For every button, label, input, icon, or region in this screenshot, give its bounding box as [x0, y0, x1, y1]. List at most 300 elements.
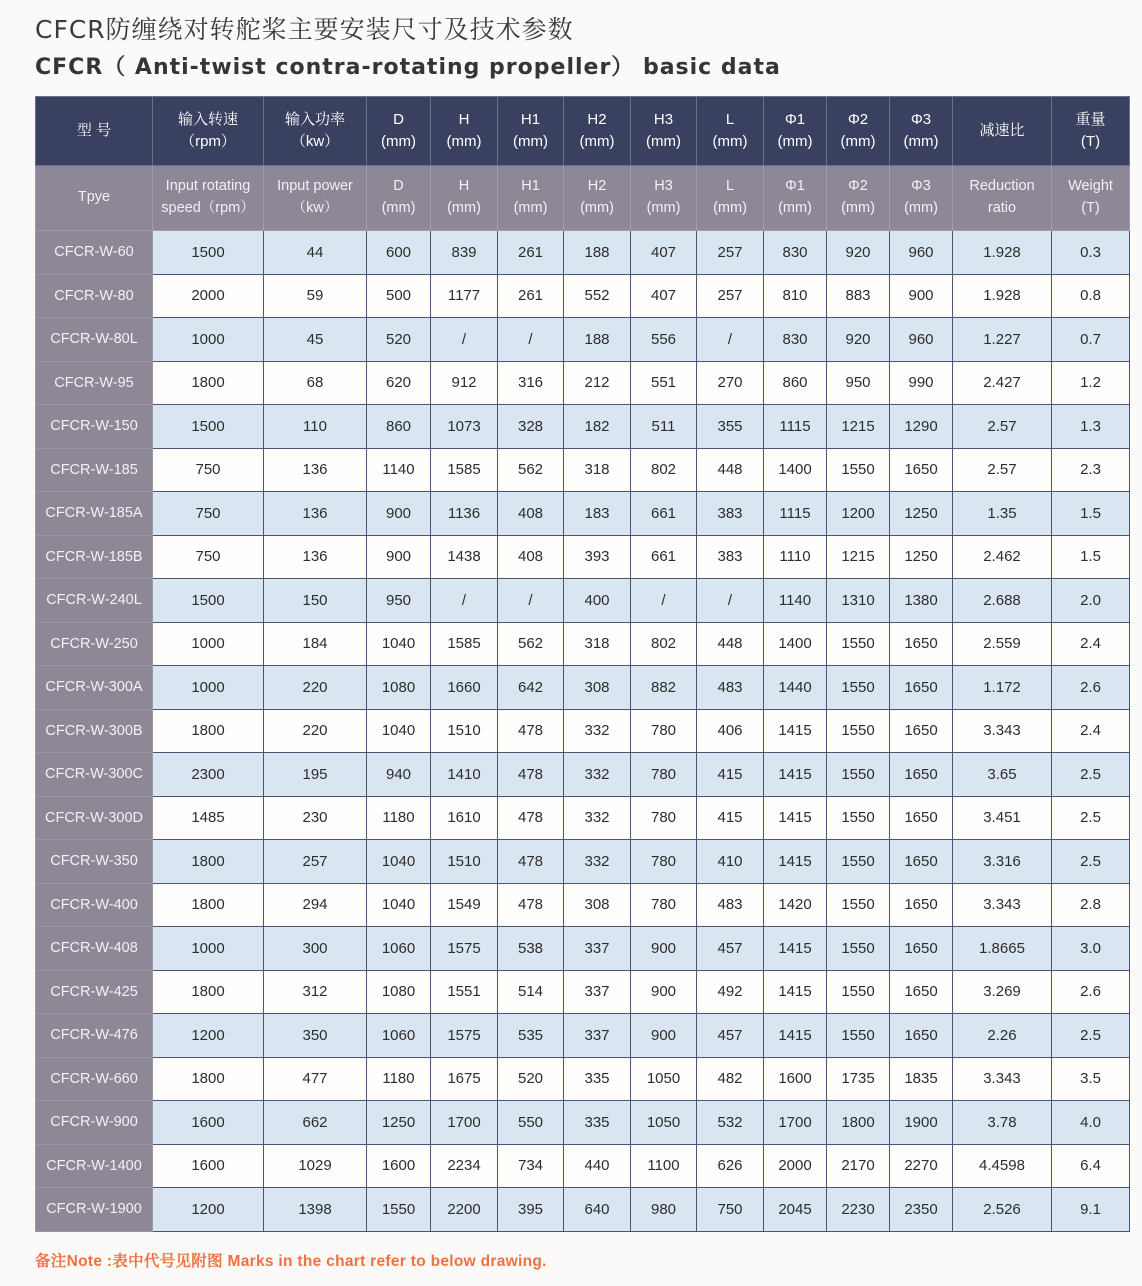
col-header-zh-phi1: Φ1 (mm) [764, 97, 827, 166]
data-cell: 552 [564, 274, 631, 318]
data-cell: 1000 [153, 318, 264, 362]
data-cell: 860 [367, 405, 431, 449]
data-cell: 110 [264, 405, 367, 449]
col-header-zh-phi2: Φ2 (mm) [827, 97, 890, 166]
data-cell: 294 [264, 883, 367, 927]
data-cell: 3.78 [953, 1101, 1052, 1145]
table-row [36, 405, 1130, 449]
data-cell: 1400 [764, 622, 827, 666]
data-cell: 1510 [431, 840, 498, 884]
data-cell: 2.5 [1052, 1014, 1130, 1058]
table-row [36, 535, 1130, 579]
data-cell: 532 [697, 1101, 764, 1145]
data-cell: 1000 [153, 927, 264, 971]
data-cell: 2350 [890, 1188, 953, 1232]
data-cell: 562 [498, 622, 564, 666]
data-cell: 2300 [153, 753, 264, 797]
data-cell: 45 [264, 318, 367, 362]
table-row [36, 1144, 1130, 1188]
data-cell: 1115 [764, 405, 827, 449]
data-cell: 1900 [890, 1101, 953, 1145]
data-cell: 1.8665 [953, 927, 1052, 971]
data-cell: 900 [631, 927, 697, 971]
data-cell: 406 [697, 709, 764, 753]
data-cell: 1050 [631, 1101, 697, 1145]
data-cell: 535 [498, 1014, 564, 1058]
data-cell: / [631, 579, 697, 623]
data-cell: 1.35 [953, 492, 1052, 536]
data-cell: 1415 [764, 1014, 827, 1058]
data-cell: 136 [264, 535, 367, 579]
data-cell: 478 [498, 709, 564, 753]
col-header-en-phi3: Φ3 (mm) [890, 166, 953, 231]
data-cell: 1200 [827, 492, 890, 536]
model-cell: CFCR-W-80L [36, 318, 153, 362]
data-cell: 312 [264, 970, 367, 1014]
data-cell: 1650 [890, 1014, 953, 1058]
data-cell: 780 [631, 840, 697, 884]
data-cell: 478 [498, 796, 564, 840]
data-cell: 1650 [890, 883, 953, 927]
data-cell: 1500 [153, 579, 264, 623]
data-cell: 1398 [264, 1188, 367, 1232]
data-cell: 483 [697, 883, 764, 927]
col-header-zh-L: L (mm) [697, 97, 764, 166]
data-cell: 960 [890, 231, 953, 275]
model-cell: CFCR-W-660 [36, 1057, 153, 1101]
data-cell: 839 [431, 231, 498, 275]
col-header-zh-H1: H1 (mm) [498, 97, 564, 166]
data-cell: 1550 [827, 622, 890, 666]
data-cell: 1415 [764, 970, 827, 1014]
data-cell: 1073 [431, 405, 498, 449]
data-cell: 1200 [153, 1014, 264, 1058]
data-cell: 3.316 [953, 840, 1052, 884]
data-cell: 750 [153, 448, 264, 492]
data-cell: 230 [264, 796, 367, 840]
model-cell: CFCR-W-400 [36, 883, 153, 927]
data-cell: 4.0 [1052, 1101, 1130, 1145]
data-cell: 1.172 [953, 666, 1052, 710]
model-cell: CFCR-W-240L [36, 579, 153, 623]
data-cell: 2.6 [1052, 970, 1130, 1014]
data-cell: 1700 [764, 1101, 827, 1145]
col-header-en-H: H (mm) [431, 166, 498, 231]
table-row [36, 666, 1130, 710]
data-cell: 2.26 [953, 1014, 1052, 1058]
data-cell: 1415 [764, 709, 827, 753]
data-cell: 1800 [153, 709, 264, 753]
data-cell: 1.3 [1052, 405, 1130, 449]
data-cell: 478 [498, 840, 564, 884]
data-cell: 1585 [431, 448, 498, 492]
data-cell: 1551 [431, 970, 498, 1014]
data-cell: 3.269 [953, 970, 1052, 1014]
data-cell: 1440 [764, 666, 827, 710]
model-cell: CFCR-W-60 [36, 231, 153, 275]
col-header-en-weight: Weight (T) [1052, 166, 1130, 231]
data-cell: / [498, 579, 564, 623]
data-cell: 780 [631, 753, 697, 797]
data-cell: 1800 [827, 1101, 890, 1145]
data-cell: 407 [631, 231, 697, 275]
data-cell: 457 [697, 1014, 764, 1058]
model-cell: CFCR-W-1900 [36, 1188, 153, 1232]
data-cell: 1250 [367, 1101, 431, 1145]
data-cell: 920 [827, 231, 890, 275]
data-cell: 257 [697, 231, 764, 275]
model-cell: CFCR-W-95 [36, 361, 153, 405]
data-cell: 750 [153, 535, 264, 579]
data-cell: 1040 [367, 709, 431, 753]
data-cell: 1380 [890, 579, 953, 623]
data-cell: 900 [367, 492, 431, 536]
data-cell: 1550 [827, 666, 890, 710]
col-header-en-input_power: Input power （kw） [264, 166, 367, 231]
data-cell: 478 [498, 883, 564, 927]
data-cell: 1675 [431, 1057, 498, 1101]
data-cell: 940 [367, 753, 431, 797]
table-row [36, 970, 1130, 1014]
data-cell: 1.928 [953, 274, 1052, 318]
data-cell: 3.451 [953, 796, 1052, 840]
model-cell: CFCR-W-1400 [36, 1144, 153, 1188]
col-header-en-H2: H2 (mm) [564, 166, 631, 231]
data-cell: 1650 [890, 840, 953, 884]
data-cell: 2.688 [953, 579, 1052, 623]
data-cell: 1650 [890, 970, 953, 1014]
col-header-en-H3: H3 (mm) [631, 166, 697, 231]
data-cell: 882 [631, 666, 697, 710]
data-cell: 1549 [431, 883, 498, 927]
data-cell: 6.4 [1052, 1144, 1130, 1188]
col-header-zh-type: 型 号 [36, 97, 153, 166]
data-cell: 1215 [827, 535, 890, 579]
data-cell: 1485 [153, 796, 264, 840]
table-row [36, 709, 1130, 753]
spec-table [35, 96, 1130, 1232]
data-cell: 410 [697, 840, 764, 884]
data-cell: 477 [264, 1057, 367, 1101]
data-cell: 1650 [890, 709, 953, 753]
data-cell: 3.343 [953, 1057, 1052, 1101]
data-cell: 1050 [631, 1057, 697, 1101]
data-cell: 860 [764, 361, 827, 405]
data-cell: 68 [264, 361, 367, 405]
data-cell: 150 [264, 579, 367, 623]
col-header-en-reduction_ratio: Reduction ratio [953, 166, 1052, 231]
data-cell: 2.0 [1052, 579, 1130, 623]
col-header-zh-H3: H3 (mm) [631, 97, 697, 166]
data-cell: 257 [697, 274, 764, 318]
col-header-en-phi1: Φ1 (mm) [764, 166, 827, 231]
data-cell: 1110 [764, 535, 827, 579]
data-cell: 188 [564, 318, 631, 362]
table-row [36, 274, 1130, 318]
data-cell: 1080 [367, 666, 431, 710]
data-cell: 626 [697, 1144, 764, 1188]
data-cell: 600 [367, 231, 431, 275]
data-cell: 2.4 [1052, 622, 1130, 666]
model-cell: CFCR-W-150 [36, 405, 153, 449]
data-cell: 1040 [367, 840, 431, 884]
data-cell: 662 [264, 1101, 367, 1145]
model-cell: CFCR-W-185B [36, 535, 153, 579]
data-cell: 4.4598 [953, 1144, 1052, 1188]
col-header-zh-phi3: Φ3 (mm) [890, 97, 953, 166]
data-cell: 1800 [153, 883, 264, 927]
data-cell: 780 [631, 883, 697, 927]
model-cell: CFCR-W-476 [36, 1014, 153, 1058]
data-cell: / [697, 579, 764, 623]
data-cell: 1600 [153, 1101, 264, 1145]
data-cell: 2.559 [953, 622, 1052, 666]
model-cell: CFCR-W-900 [36, 1101, 153, 1145]
data-cell: 1575 [431, 927, 498, 971]
table-row [36, 448, 1130, 492]
data-cell: 2000 [764, 1144, 827, 1188]
data-cell: 1700 [431, 1101, 498, 1145]
data-cell: 2.4 [1052, 709, 1130, 753]
table-row [36, 840, 1130, 884]
data-cell: 0.3 [1052, 231, 1130, 275]
data-cell: 3.343 [953, 883, 1052, 927]
data-cell: 900 [631, 1014, 697, 1058]
data-cell: 2.5 [1052, 753, 1130, 797]
data-cell: 1660 [431, 666, 498, 710]
data-cell: 383 [697, 535, 764, 579]
model-cell: CFCR-W-300C [36, 753, 153, 797]
data-cell: 1610 [431, 796, 498, 840]
data-cell: 620 [367, 361, 431, 405]
data-cell: 0.7 [1052, 318, 1130, 362]
data-cell: 830 [764, 231, 827, 275]
data-cell: 1550 [827, 753, 890, 797]
data-cell: 350 [264, 1014, 367, 1058]
model-cell: CFCR-W-80 [36, 274, 153, 318]
data-cell: 1650 [890, 448, 953, 492]
data-cell: 1800 [153, 840, 264, 884]
data-cell: 400 [564, 579, 631, 623]
data-cell: 1180 [367, 796, 431, 840]
data-cell: 520 [498, 1057, 564, 1101]
data-cell: 1550 [827, 1014, 890, 1058]
data-cell: 802 [631, 622, 697, 666]
data-cell: 514 [498, 970, 564, 1014]
data-cell: 1250 [890, 535, 953, 579]
data-cell: 1550 [827, 709, 890, 753]
data-cell: 1410 [431, 753, 498, 797]
data-cell: 337 [564, 927, 631, 971]
data-cell: 332 [564, 709, 631, 753]
data-cell: 780 [631, 796, 697, 840]
page-title-en: CFCR（ Anti-twist contra-rotating propeller） basic data [35, 55, 781, 80]
data-cell: 1.227 [953, 318, 1052, 362]
col-header-zh-D: D (mm) [367, 97, 431, 166]
table-row [36, 1057, 1130, 1101]
data-cell: 642 [498, 666, 564, 710]
data-cell: 1080 [367, 970, 431, 1014]
data-cell: 408 [498, 492, 564, 536]
data-cell: / [431, 579, 498, 623]
model-cell: CFCR-W-408 [36, 927, 153, 971]
col-header-zh-reduction_ratio: 减速比 [953, 97, 1052, 166]
data-cell: 1029 [264, 1144, 367, 1188]
data-cell: 0.8 [1052, 274, 1130, 318]
data-cell: 220 [264, 709, 367, 753]
data-cell: 900 [631, 970, 697, 1014]
data-cell: 1650 [890, 927, 953, 971]
data-cell: 912 [431, 361, 498, 405]
data-cell: 2045 [764, 1188, 827, 1232]
data-cell: / [431, 318, 498, 362]
col-header-zh-input_power: 输入功率 （kw） [264, 97, 367, 166]
col-header-en-phi2: Φ2 (mm) [827, 166, 890, 231]
data-cell: 1585 [431, 622, 498, 666]
data-cell: 415 [697, 753, 764, 797]
data-cell: 195 [264, 753, 367, 797]
data-cell: 1.5 [1052, 492, 1130, 536]
data-cell: 2.5 [1052, 840, 1130, 884]
model-cell: CFCR-W-185A [36, 492, 153, 536]
data-cell: / [697, 318, 764, 362]
data-cell: 355 [697, 405, 764, 449]
data-cell: 1215 [827, 405, 890, 449]
col-header-en-type: Tpye [36, 166, 153, 231]
data-cell: 1835 [890, 1057, 953, 1101]
data-cell: 520 [367, 318, 431, 362]
data-cell: 261 [498, 274, 564, 318]
data-cell: 1.2 [1052, 361, 1130, 405]
data-cell: 1060 [367, 927, 431, 971]
data-cell: 1415 [764, 753, 827, 797]
footnote: 备注Note :表中代号见附图 Marks in the chart refer to below drawing. [35, 1252, 547, 1270]
data-cell: 270 [697, 361, 764, 405]
data-cell: 1550 [827, 796, 890, 840]
data-cell: 2.57 [953, 405, 1052, 449]
data-cell: 1438 [431, 535, 498, 579]
col-header-en-D: D (mm) [367, 166, 431, 231]
data-cell: 1650 [890, 753, 953, 797]
model-cell: CFCR-W-250 [36, 622, 153, 666]
data-cell: 332 [564, 753, 631, 797]
table-row [36, 1188, 1130, 1232]
data-cell: 1000 [153, 622, 264, 666]
data-cell: 3.343 [953, 709, 1052, 753]
data-cell: 562 [498, 448, 564, 492]
col-header-zh-H: H (mm) [431, 97, 498, 166]
table-row [36, 579, 1130, 623]
data-cell: 1420 [764, 883, 827, 927]
data-cell: 308 [564, 666, 631, 710]
data-cell: 1735 [827, 1057, 890, 1101]
data-cell: 1136 [431, 492, 498, 536]
model-cell: CFCR-W-300A [36, 666, 153, 710]
data-cell: / [498, 318, 564, 362]
data-cell: 1650 [890, 796, 953, 840]
data-cell: 383 [697, 492, 764, 536]
data-cell: 900 [367, 535, 431, 579]
data-cell: 830 [764, 318, 827, 362]
data-cell: 1800 [153, 1057, 264, 1101]
data-cell: 318 [564, 622, 631, 666]
table-row [36, 1014, 1130, 1058]
data-cell: 408 [498, 535, 564, 579]
data-cell: 750 [153, 492, 264, 536]
data-cell: 1290 [890, 405, 953, 449]
data-cell: 1550 [827, 840, 890, 884]
data-cell: 1650 [890, 666, 953, 710]
data-cell: 1600 [153, 1144, 264, 1188]
data-cell: 1140 [367, 448, 431, 492]
data-cell: 261 [498, 231, 564, 275]
data-cell: 1415 [764, 840, 827, 884]
data-cell: 1600 [764, 1057, 827, 1101]
data-cell: 661 [631, 492, 697, 536]
page-title-zh: CFCR防缠绕对转舵桨主要安装尺寸及技术参数 [35, 15, 574, 44]
data-cell: 482 [697, 1057, 764, 1101]
data-cell: 2170 [827, 1144, 890, 1188]
data-cell: 900 [890, 274, 953, 318]
col-header-en-H1: H1 (mm) [498, 166, 564, 231]
table-row [36, 622, 1130, 666]
data-cell: 511 [631, 405, 697, 449]
data-cell: 318 [564, 448, 631, 492]
data-cell: 1250 [890, 492, 953, 536]
data-cell: 960 [890, 318, 953, 362]
data-cell: 1800 [153, 361, 264, 405]
data-cell: 1600 [367, 1144, 431, 1188]
table-row [36, 753, 1130, 797]
data-cell: 1800 [153, 970, 264, 1014]
data-cell: 2.526 [953, 1188, 1052, 1232]
data-cell: 883 [827, 274, 890, 318]
data-cell: 257 [264, 840, 367, 884]
data-cell: 1100 [631, 1144, 697, 1188]
table-row [36, 318, 1130, 362]
col-header-zh-weight: 重量 (T) [1052, 97, 1130, 166]
data-cell: 1550 [827, 883, 890, 927]
col-header-en-input_speed: Input rotating speed（rpm） [153, 166, 264, 231]
data-cell: 332 [564, 840, 631, 884]
data-cell: 478 [498, 753, 564, 797]
table-row [36, 231, 1130, 275]
data-cell: 1200 [153, 1188, 264, 1232]
data-cell: 2230 [827, 1188, 890, 1232]
data-cell: 556 [631, 318, 697, 362]
table-row [36, 883, 1130, 927]
data-cell: 2.57 [953, 448, 1052, 492]
data-cell: 457 [697, 927, 764, 971]
table-row [36, 1101, 1130, 1145]
data-cell: 448 [697, 448, 764, 492]
col-header-en-L: L (mm) [697, 166, 764, 231]
data-cell: 316 [498, 361, 564, 405]
data-cell: 3.65 [953, 753, 1052, 797]
data-cell: 183 [564, 492, 631, 536]
table-row [36, 927, 1130, 971]
data-cell: 308 [564, 883, 631, 927]
data-cell: 393 [564, 535, 631, 579]
model-cell: CFCR-W-185 [36, 448, 153, 492]
data-cell: 220 [264, 666, 367, 710]
data-cell: 59 [264, 274, 367, 318]
data-cell: 1500 [153, 405, 264, 449]
data-cell: 551 [631, 361, 697, 405]
data-cell: 415 [697, 796, 764, 840]
table-row [36, 796, 1130, 840]
data-cell: 182 [564, 405, 631, 449]
